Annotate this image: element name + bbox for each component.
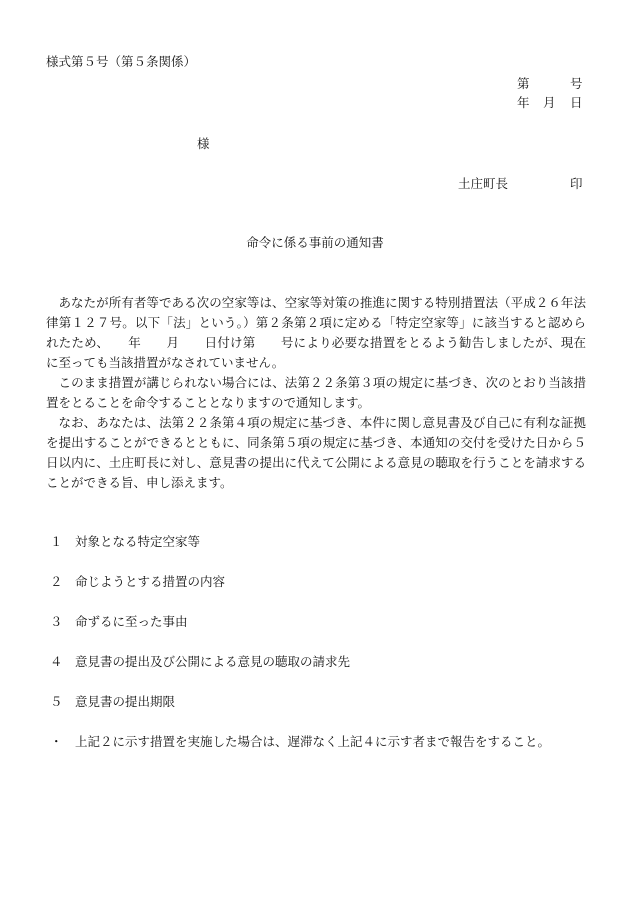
date-year-label: 年 [517,95,530,110]
date-month-label: 月 [543,95,556,110]
document-title: 命令に係る事前の通知書 [246,235,384,250]
addressee-honorific: 様 [197,136,210,151]
document-number-suffix: 号 [570,76,583,91]
seal-mark: 印 [570,176,583,191]
list-item [50,536,200,549]
body-paragraph: このまま措置が講じられない場合には、法第２２条第３項の規定に基づき、次のとおり当該措置をとることを命令することとなりますので通知します。 [46,375,586,410]
item-number: ２ [50,574,63,589]
list-item [50,656,350,669]
item-number: ３ [50,614,63,629]
item-label: 命ずるに至った事由 [75,614,188,629]
item-label: 命じようとする措置の内容 [75,574,226,589]
note-text: 上記２に示す措置を実施した場合は、遅滞なく上記４に示す者まで報告をすること。 [75,734,551,749]
date-day-label: 日 [570,95,583,110]
form-number: 様式第５号（第５条関係） [46,54,197,69]
item-label: 意見書の提出及び公開による意見の聴取の請求先 [75,654,351,669]
item-label: 対象となる特定空家等 [75,534,201,549]
item-label: 意見書の提出期限 [75,694,176,709]
reporting-note [50,736,550,749]
list-item [50,696,175,709]
body-paragraph: あなたが所有者等である次の空家等は、空家等対策の推進に関する特別措置法（平成２６年法律第１２７号。以下「法」という。）第２条第２項に定める「特定空家等」に該当すると認められたため、 年 月 日付け第 号により必要な措置をとるよう勧告しましたが、現在に至っても当該措置がなされていません。 [46,295,586,370]
item-number: ４ [50,654,63,669]
notice-body [46,293,586,493]
item-number: ５ [50,694,63,709]
item-number: １ [50,534,63,549]
body-paragraph: なお、あなたは、法第２２条第４項の規定に基づき、本件に関し意見書及び自己に有利な証拠を提出することができるとともに、同条第５項の規定に基づき、本通知の交付を受けた日から５日以内に、土庄町長に対し、意見書の提出に代えて公開による意見の聴取を行うことを請求することができる旨、申し添えます。 [46,415,586,490]
note-bullet: ・ [50,734,63,749]
list-item [50,576,225,589]
document-number-prefix: 第 [517,76,530,91]
sender-title: 土庄町長 [458,176,509,191]
list-item [50,616,188,629]
